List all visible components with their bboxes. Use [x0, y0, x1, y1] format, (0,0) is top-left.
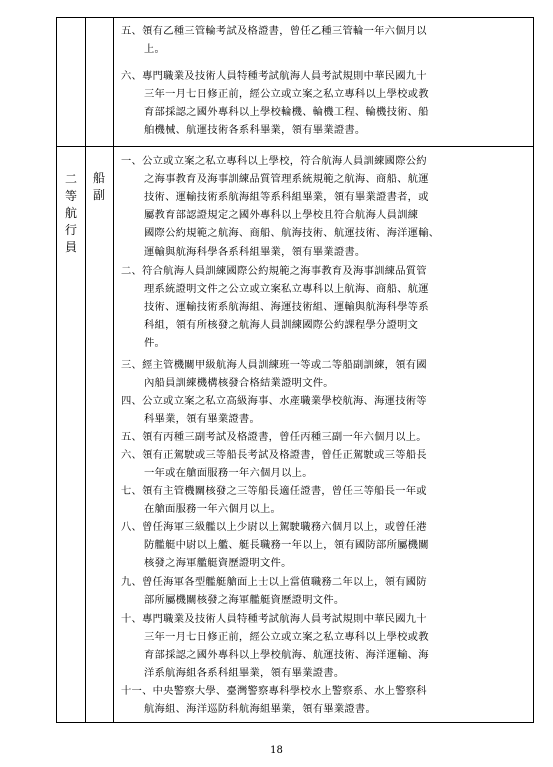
requirement-line: 五、領有乙種三管輪考試及格證書，曾任乙種三管輪一年六個月以	[121, 25, 427, 37]
requirement-line: 七、領有主管機關核發之三等船長適任證書，曾任三等船長一年或	[121, 485, 427, 497]
row-separator	[57, 146, 533, 147]
requirement-line: 九、曾任海軍各型艦艇艙面上士以上當值職務二年以上，領有國防	[121, 576, 427, 588]
requirement-line: 在艙面服務一年六個月以上。	[144, 503, 282, 516]
requirement-line: 八、曾任海軍三級艦以上少尉以上駕駛職務六個月以上，或曾任港	[121, 521, 427, 533]
requirement-line: 三、經主管機關甲級航海人員訓練班一等或二等船副訓練，領有國	[121, 359, 427, 371]
requirement-line: 三年一月七日修正前，經公立或立案之私立專科以上學校或教	[144, 631, 429, 644]
column-divider-position	[113, 18, 114, 722]
requirement-line: 六、領有正駕駛或三等船長考試及格證書，曾任正駕駛或三等船長	[121, 449, 427, 461]
requirement-line: 技術、運輸技術系航海組等系科組畢業，領有畢業證書者，或	[144, 191, 429, 204]
requirement-line: 之海事教育及海事訓練品質管理系統規範之航海、商船、航運	[144, 173, 429, 186]
requirement-line: 件。	[144, 337, 166, 350]
qualification-table	[56, 17, 534, 723]
requirement-line: 育部採認之國外專科以上學校輪機、輪機工程、輪機技術、船	[144, 106, 429, 119]
requirement-line: 運輸與航海科學各系科組畢業，領有畢業證書。	[144, 245, 366, 258]
requirement-line: 四、公立或立案之私立高級海事、水產職業學校航海、海運技術等	[121, 395, 427, 407]
category-cell: 二等航行員	[64, 172, 77, 254]
requirement-line: 航海組、海洋巡防科航海組畢業，領有畢業證書。	[144, 703, 377, 716]
requirement-line: 內船員訓練機構核發合格結業證明文件。	[144, 377, 334, 390]
column-divider-category	[85, 18, 86, 722]
requirement-line: 核發之海軍艦艇資歷證明文件。	[144, 557, 292, 570]
requirement-line: 上。	[144, 43, 166, 56]
requirement-line: 洋系航海組各系科組畢業，領有畢業證書。	[144, 667, 345, 680]
requirement-line: 科組，領有所核發之航海人員訓練國際公約課程學分證明文	[144, 319, 419, 332]
requirement-line: 十、專門職業及技術人員特種考試航海人員考試規則中華民國九十	[121, 613, 427, 625]
requirement-line: 技術、運輸技術系航海組、海運技術組、運輸與航海科學等系	[144, 301, 429, 314]
requirement-line: 一、公立或立案之私立專科以上學校，符合航海人員訓練國際公約	[121, 155, 427, 167]
position-cell: 船副	[92, 171, 105, 202]
requirement-line: 部所屬機關核發之海軍艦艇資歷證明文件。	[144, 594, 345, 607]
requirement-line: 防艦艇中尉以上艦、艇長職務一年以上，領有國防部所屬機關	[144, 539, 429, 552]
requirement-line: 屬教育部認證規定之國外專科以上學校且符合航海人員訓練	[144, 209, 419, 222]
requirement-line: 理系統證明文件之公立或立案私立專科以上航海、商船、航運	[144, 283, 429, 296]
requirement-line: 育部採認之國外專科以上學校航海、航運技術、海洋運輸、海	[144, 649, 429, 662]
requirement-line: 五、領有丙種三副考試及格證書，曾任丙種三副一年六個月以上。	[121, 431, 427, 443]
requirement-line: 六、專門職業及技術人員特種考試航海人員考試規則中華民國九十	[121, 70, 427, 82]
page-number: 18	[270, 745, 283, 756]
requirement-line: 科畢業，領有畢業證書。	[144, 413, 261, 426]
requirement-line: 十一、中央警察大學、臺灣警察專科學校水上警察系、水上警察科	[121, 685, 427, 697]
requirement-line: 一年或在艙面服務一年六個月以上。	[144, 467, 313, 480]
requirement-line: 國際公約規範之航海、商船、航海技術、航運技術、海洋運輸、	[144, 227, 440, 240]
requirement-line: 二、符合航海人員訓練國際公約規範之海事教育及海事訓練品質管	[121, 265, 427, 277]
requirement-line: 舶機械、航運技術各系科畢業，領有畢業證書。	[144, 124, 366, 137]
requirement-line: 三年一月七日修正前，經公立或立案之私立專科以上學校或教	[144, 88, 429, 101]
